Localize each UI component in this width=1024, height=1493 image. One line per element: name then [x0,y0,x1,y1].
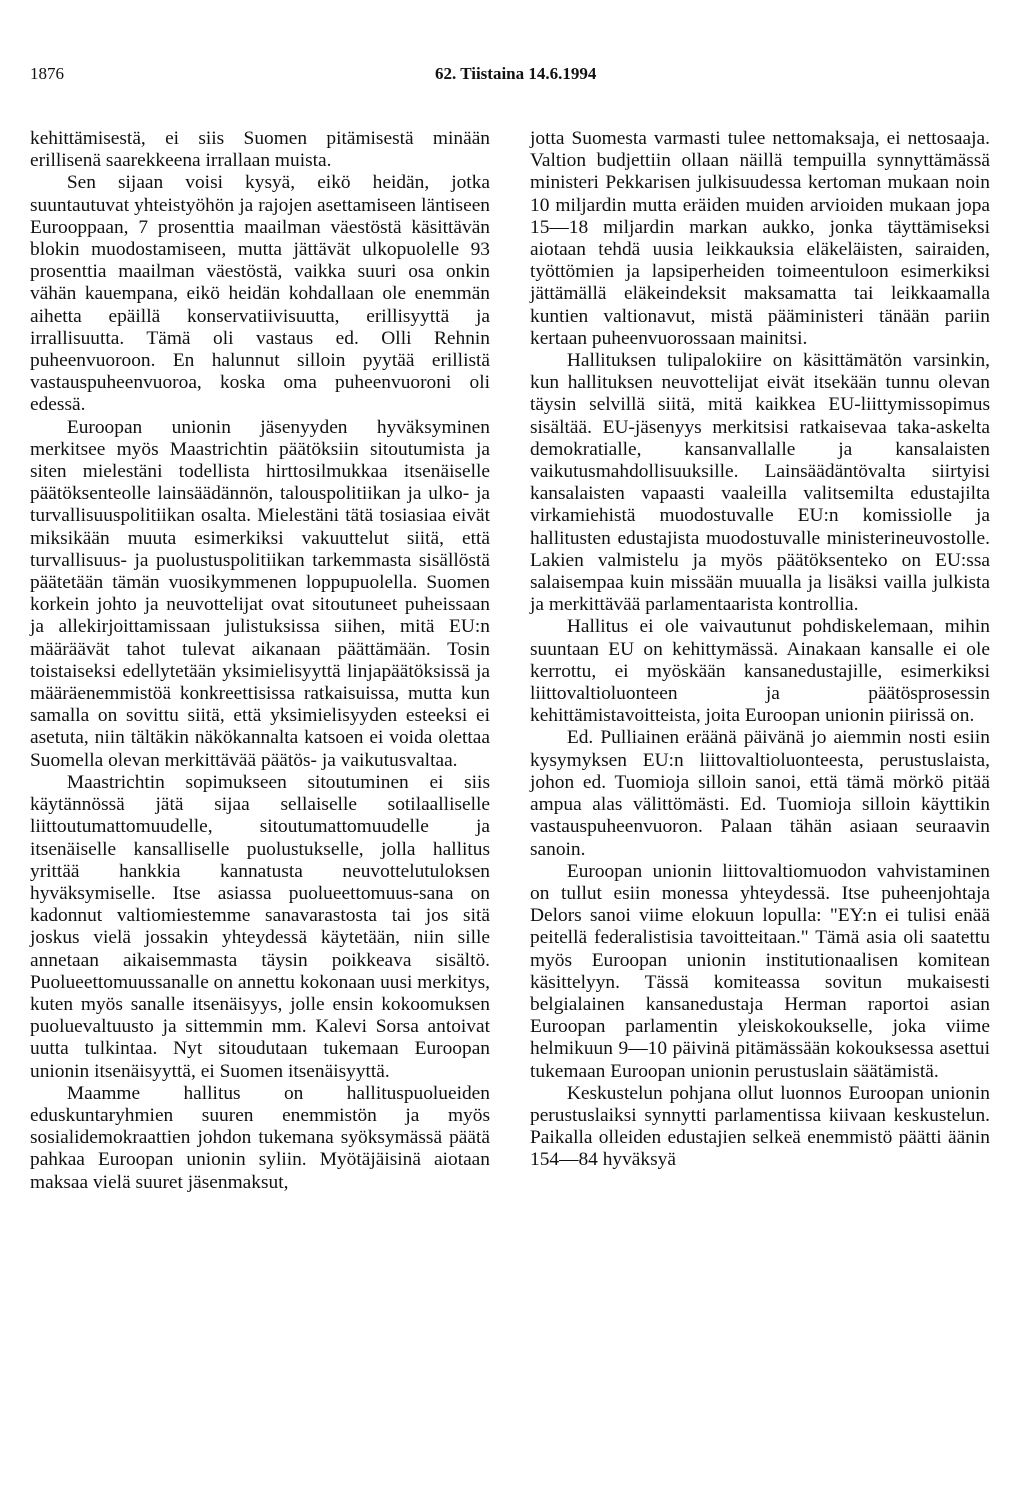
paragraph: Keskustelun pohjana ollut luonnos Euroopan unionin perustuslaiksi synnytti parlamentissa kiivaan keskustelun. Paikalla olleiden edustajien selkeä enemmistö päätti äänin 154—84 hyväksyä [530,1082,990,1171]
paragraph: Euroopan unionin liittovaltiomuodon vahvistaminen on tullut esiin monessa yhteydessä. Itse puheenjohtaja Delors sanoi viime elokuun lopulla: "EY:n ei tulisi enää peitellä federalistisia tavoitteitaan." Tämä asia oli saatettu myös Euroopan unionin institutionaalisen komitean käsittelyyn. Tässä komiteassa sovitun mukaisesti belgialainen kansanedustaja Herman raportoi asian Euroopan parlamentin yleiskokoukselle, joka viime helmikuun 9—10 päivinä pitämässään kokouksessa asettui tukemaan Euroopan unionin perustuslain säätämistä. [530,860,990,1082]
left-column [30,128,490,1194]
paragraph: Maamme hallitus on hallituspuolueiden eduskuntaryhmien suuren enemmistön ja myös sosialidemokraattien johdon tukemana syöksymässä päätä pahkaa Euroopan unionin syliin. Myötäjäisinä aiotaan maksaa vielä suuret jäsenmaksut, [30,1082,490,1193]
right-column [530,128,990,1172]
page-number: 1876 [30,64,64,83]
paragraph: Sen sijaan voisi kysyä, eikö heidän, jotka suuntautuvat yhteistyöhön ja rajojen asettamiseen läntiseen Eurooppaan, 7 prosenttia maailman väestöstä käsittävän blokin muodostamiseen, mutta jättävät ulkopuolelle 93 prosenttia maailman väestöstä, vaikka suuri osa onkin vähän kauempana, eikö heidän kohdallaan ole enemmän aihetta epäillä konservatiivisuutta, erillisyyttä ja irrallisuutta. Tämä oli vastaus ed. Olli Rehnin puheenvuoroon. En halunnut silloin pyytää erillistä vastauspuheenvuoroa, koska oma puheenvuoroni oli edessä. [30,172,490,416]
paragraph: Maastrichtin sopimukseen sitoutuminen ei siis käytännössä jätä sijaa sellaiselle sotilaalliselle liittoutumattomuudelle, sitoutumattomuudelle ja itsenäiselle kansalliselle puolustukselle, jolla hallitus yrittää hankkia kannatusta neuvottelutuloksen hyväksymiselle. Itse asiassa puolueettomuus-sana on kadonnut valtiomiestemme sanavarastosta tai jos sitä joskus vielä jossakin yhteydessä käytetään, niin sille annetaan aikaisemmasta täysin poikkeava sisältö. Puolueettomuussanalle on annettu kokonaan uusi merkitys, kuten myös sanalle itsenäisyys, jolle ensin kokoomuksen puoluevaltuusto ja sittemmin mm. Kalevi Sorsa antoivat uutta tulkintaa. Nyt sitoudutaan tukemaan Euroopan unionin itsenäisyyttä, ei Suomen itsenäisyyttä. [30,771,490,1082]
paragraph: Ed. Pulliainen eräänä päivänä jo aiemmin nosti esiin kysymyksen EU:n liittovaltioluonteesta, perustuslaista, johon ed. Tuomioja silloin sanoi, että tämä mörkö pitää ampua alas välittömästi. Ed. Tuomioja silloin käyttikin vastauspuheenvuoron. Palaan tähän asiaan seuraavin sanoin. [530,727,990,860]
paragraph: jotta Suomesta varmasti tulee nettomaksaja, ei nettosaaja. Valtion budjettiin ollaan näillä tempuilla synnyttämässä ministeri Pekkarisen julkisuudessa kertoman mukaan noin 10 miljardin mutta eräiden muiden arvioiden mukaan jopa 15—18 miljardin markan aukko, jonka täyttämiseksi aiotaan tehdä uusia leikkauksia eläkeläisten, sairaiden, työttömien ja lapsiperheiden toimeentuloon esimerkiksi jättämällä eläkeindeksit maksamatta tai leikkaamalla kuntien valtionavut, mistä pääministeri tänään pariin kertaan puheenvuorossaan mainitsi. [530,128,990,349]
paragraph: Euroopan unionin jäsenyyden hyväksyminen merkitsee myös Maastrichtin päätöksiin sitoutumista ja siten mielestäni todellista hirttosilmukkaa itsenäiselle päätöksenteolle lainsäädännön, talouspolitiikan ja ulko- ja turvallisuuspolitiikan osalta. Mielestäni tätä tosiasiaa eivät miksikään muuta esimerkiksi vakuuttelut siitä, että turvallisuus- ja puolustuspolitiikan tarkemmasta sisällöstä päätetään tämän vuosikymmenen loppupuolella. Suomen korkein johto ja neuvottelijat ovat sitoutuneet puheissaan ja allekirjoittamissaan julistuksissa siihen, mitä EU:n määräävät tahot tulevat aikanaan päättämään. Tosin toistaiseksi edellytetään yksimielisyyttä linjapäätöksissä ja määräenemmistöä konkreettisissa ratkaisuissa, mutta kun samalla on sovittu siitä, että yksimielisyyden esteeksi ei asetuta, niin tältäkin näkökannalta katsoen ei voida olettaa Suomella olevan merkittävää päätös- ja vaikutusvaltaa. [30,416,490,771]
session-title: 62. Tiistaina 14.6.1994 [435,64,597,83]
paragraph: kehittämisestä, ei siis Suomen pitämisestä minään erillisenä saarekkeena irrallaan muista. [30,128,490,172]
paragraph: Hallitus ei ole vaivautunut pohdiskelemaan, mihin suuntaan EU on kehittymässä. Ainakaan kansalle ei ole kerrottu, ei myöskään kansanedustajille, esimerkiksi liittovaltioluonteen ja päätösprosessin kehittämistavoitteista, joita Euroopan unionin piirissä on. [530,616,990,727]
paragraph: Hallituksen tulipalokiire on käsittämätön varsinkin, kun hallituksen neuvottelijat eivät itsekään tunnu olevan täysin selvillä siitä, mitä kaikkea EU-liittymissopimus sisältää. EU-jäsenyys merkitsisi ratkaisevaa taka-askelta demokratialle, kansanvallalle ja kansalaisten vaikutusmahdollisuuksille. Lainsäädäntövalta siirtyisi kansalaisten vapaasti vaaleilla valitsemilta edustajilta virkamiehistä muodostuvalle EU:n komissiolle ja hallitusten edustajista muodostuvalle ministerineuvostolle. Lakien valmistelu ja myös päätöksenteko on EU:ssa salaisempaa kuin missään muualla ja lisäksi vailla julkista ja merkittävää parlamentaarista kontrollia. [530,350,990,616]
